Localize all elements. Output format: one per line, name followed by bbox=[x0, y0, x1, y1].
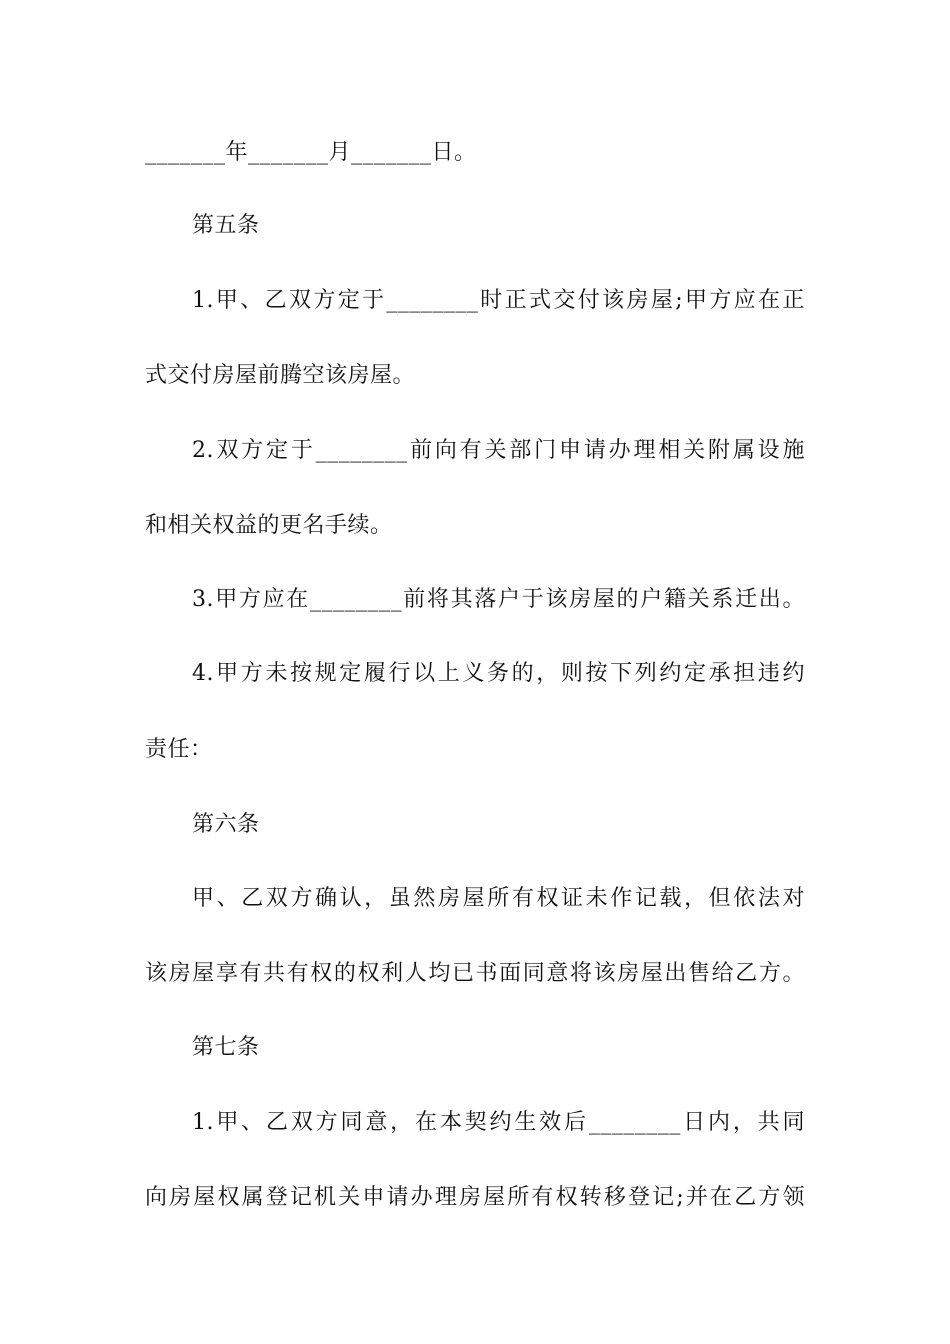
article-five-clause-2-line-1: 2.双方定于________前向有关部门申请办理相关附属设施 bbox=[192, 438, 805, 463]
article-five-clause-2-line-2: 和相关权益的更名手续。 bbox=[145, 513, 393, 538]
article-seven-heading: 第七条 bbox=[192, 1035, 260, 1060]
article-five-clause-1-line-1: 1.甲、乙双方定于________时正式交付该房屋;甲方应在正 bbox=[192, 288, 805, 313]
article-seven-clause-1-line-2: 向房屋权属登记机关申请办理房屋所有权转移登记;并在乙方领 bbox=[145, 1185, 805, 1210]
article-six-text-line-2: 该房屋享有共有权的权利人均已书面同意将该房屋出售给乙方。 bbox=[145, 961, 805, 986]
article-five-clause-4-line-1: 4.甲方未按规定履行以上义务的，则按下列约定承担违约 bbox=[192, 661, 805, 686]
article-five-heading: 第五条 bbox=[192, 213, 260, 238]
article-seven-clause-1-line-1: 1.甲、乙双方同意，在本契约生效后________日内，共同 bbox=[192, 1110, 805, 1135]
article-five-clause-1-line-2: 式交付房屋前腾空该房屋。 bbox=[145, 363, 416, 388]
article-six-heading: 第六条 bbox=[192, 812, 260, 837]
date-line: _______年_______月_______日。 bbox=[145, 140, 477, 165]
article-five-clause-3: 3.甲方应在________前将其落户于该房屋的户籍关系迁出。 bbox=[192, 587, 805, 612]
article-six-text-line-1: 甲、乙双方确认，虽然房屋所有权证未作记载，但依法对 bbox=[192, 886, 805, 911]
article-five-clause-4-line-2: 责任： bbox=[145, 737, 213, 762]
